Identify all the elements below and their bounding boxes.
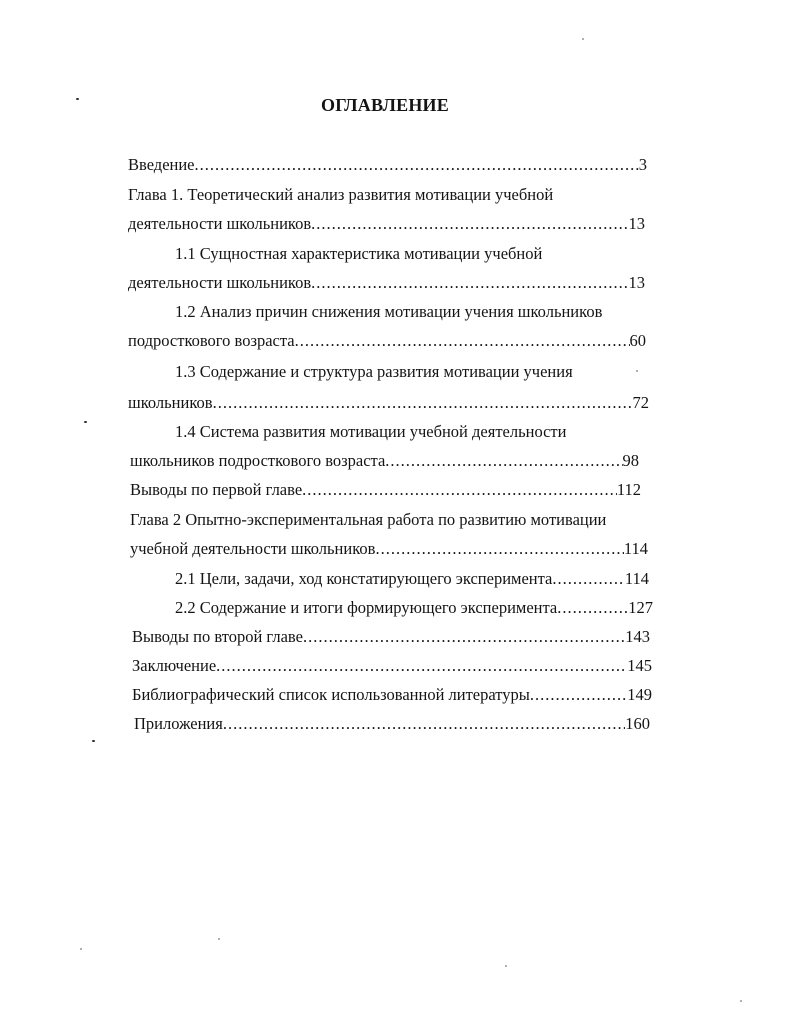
toc-entry-section-1-3-line-1 (175, 362, 655, 382)
scan-speck (505, 965, 507, 967)
toc-entry-label: Выводы по первой главе (130, 480, 303, 499)
scan-speck (582, 38, 584, 40)
scan-speck (76, 98, 79, 100)
toc-entry-appendices (134, 714, 650, 734)
toc-entry-label: Библиографический список использованной литературы (132, 685, 530, 704)
toc-entry-label: Выводы по второй главе (132, 627, 303, 646)
toc-entry-introduction (128, 155, 647, 175)
toc-entry-page: 160 (625, 714, 650, 733)
toc-entry-label: 1.1 Сущностная характеристика мотивации учебной (175, 244, 543, 263)
toc-entry-chapter-2-line-2 (130, 539, 648, 559)
toc-entry-label: 1.3 Содержание и структура развития мотивации учения (175, 362, 573, 381)
page-title: ОГЛАВЛЕНИЕ (321, 95, 449, 115)
toc-entry-page: 114 (624, 569, 649, 588)
toc-entry-page: 145 (627, 656, 652, 675)
toc-entry-label: школьников подросткового возраста (130, 451, 386, 470)
toc-entry-label: школьников (128, 393, 213, 412)
toc-entry-label: Приложения (134, 714, 223, 733)
toc-entry-section-1-1-line-2 (128, 273, 645, 293)
toc-entry-page: 112 (616, 480, 641, 499)
toc-entry-label: Заключение (132, 656, 217, 675)
toc-entry-chapter-1-line-1 (128, 185, 668, 205)
toc-entry-page: 72 (632, 393, 649, 412)
toc-entry-section-1-2-line-2 (128, 331, 646, 351)
toc-entry-label: деятельности школьников (128, 214, 312, 233)
toc-entry-label: Введение (128, 155, 195, 174)
scan-speck (80, 948, 82, 950)
toc-entry-page: 98 (622, 451, 639, 470)
toc-entry-chapter-1-line-2 (128, 214, 645, 234)
scan-speck (636, 370, 638, 372)
toc-entry-bibliography (132, 685, 652, 705)
toc-entry-page: 143 (625, 627, 650, 646)
toc-entry-conclusions-chapter-2 (132, 627, 650, 647)
toc-entry-conclusions-chapter-1 (130, 480, 641, 500)
toc-entry-section-1-3-line-2 (128, 393, 649, 413)
toc-entry-section-2-1 (175, 569, 649, 589)
toc-entry-section-1-2-line-1 (175, 302, 675, 322)
toc-entry-label: 1.4 Система развития мотивации учебной деятельности (175, 422, 567, 441)
toc-entry-label: Глава 2 Опытно-экспериментальная работа по развитию мотивации (130, 510, 607, 529)
toc-entry-label: Глава 1. Теоретический анализ развития мотивации учебной (128, 185, 554, 204)
toc-entry-page: 13 (628, 273, 645, 292)
scan-speck (84, 421, 87, 423)
toc-entry-conclusion (132, 656, 652, 676)
toc-entry-page: 127 (628, 598, 653, 617)
scan-speck (92, 740, 95, 742)
toc-entry-label: 1.2 Анализ причин снижения мотивации учения школьников (175, 302, 603, 321)
toc-entry-chapter-2-line-1 (130, 510, 670, 530)
toc-entry-section-2-2 (175, 598, 653, 618)
toc-entry-label: 2.2 Содержание и итоги формирующего эксперимента (175, 598, 558, 617)
toc-entry-section-1-4-line-2 (130, 451, 639, 471)
toc-entry-page: 149 (627, 685, 652, 704)
toc-entry-section-1-4-line-1 (175, 422, 655, 442)
toc-entry-page: 13 (628, 214, 645, 233)
toc-entry-label: подросткового возраста (128, 331, 295, 350)
scan-speck (740, 1000, 742, 1002)
toc-entry-section-1-1-line-1 (175, 244, 655, 264)
toc-entry-page: 3 (638, 155, 647, 174)
toc-entry-page: 60 (629, 331, 646, 350)
toc-entry-label: учебной деятельности школьников (130, 539, 376, 558)
scan-speck (218, 938, 220, 940)
toc-entry-page: 114 (623, 539, 648, 558)
toc-entry-label: деятельности школьников (128, 273, 312, 292)
toc-entry-label: 2.1 Цели, задачи, ход констатирующего эксперимента (175, 569, 553, 588)
